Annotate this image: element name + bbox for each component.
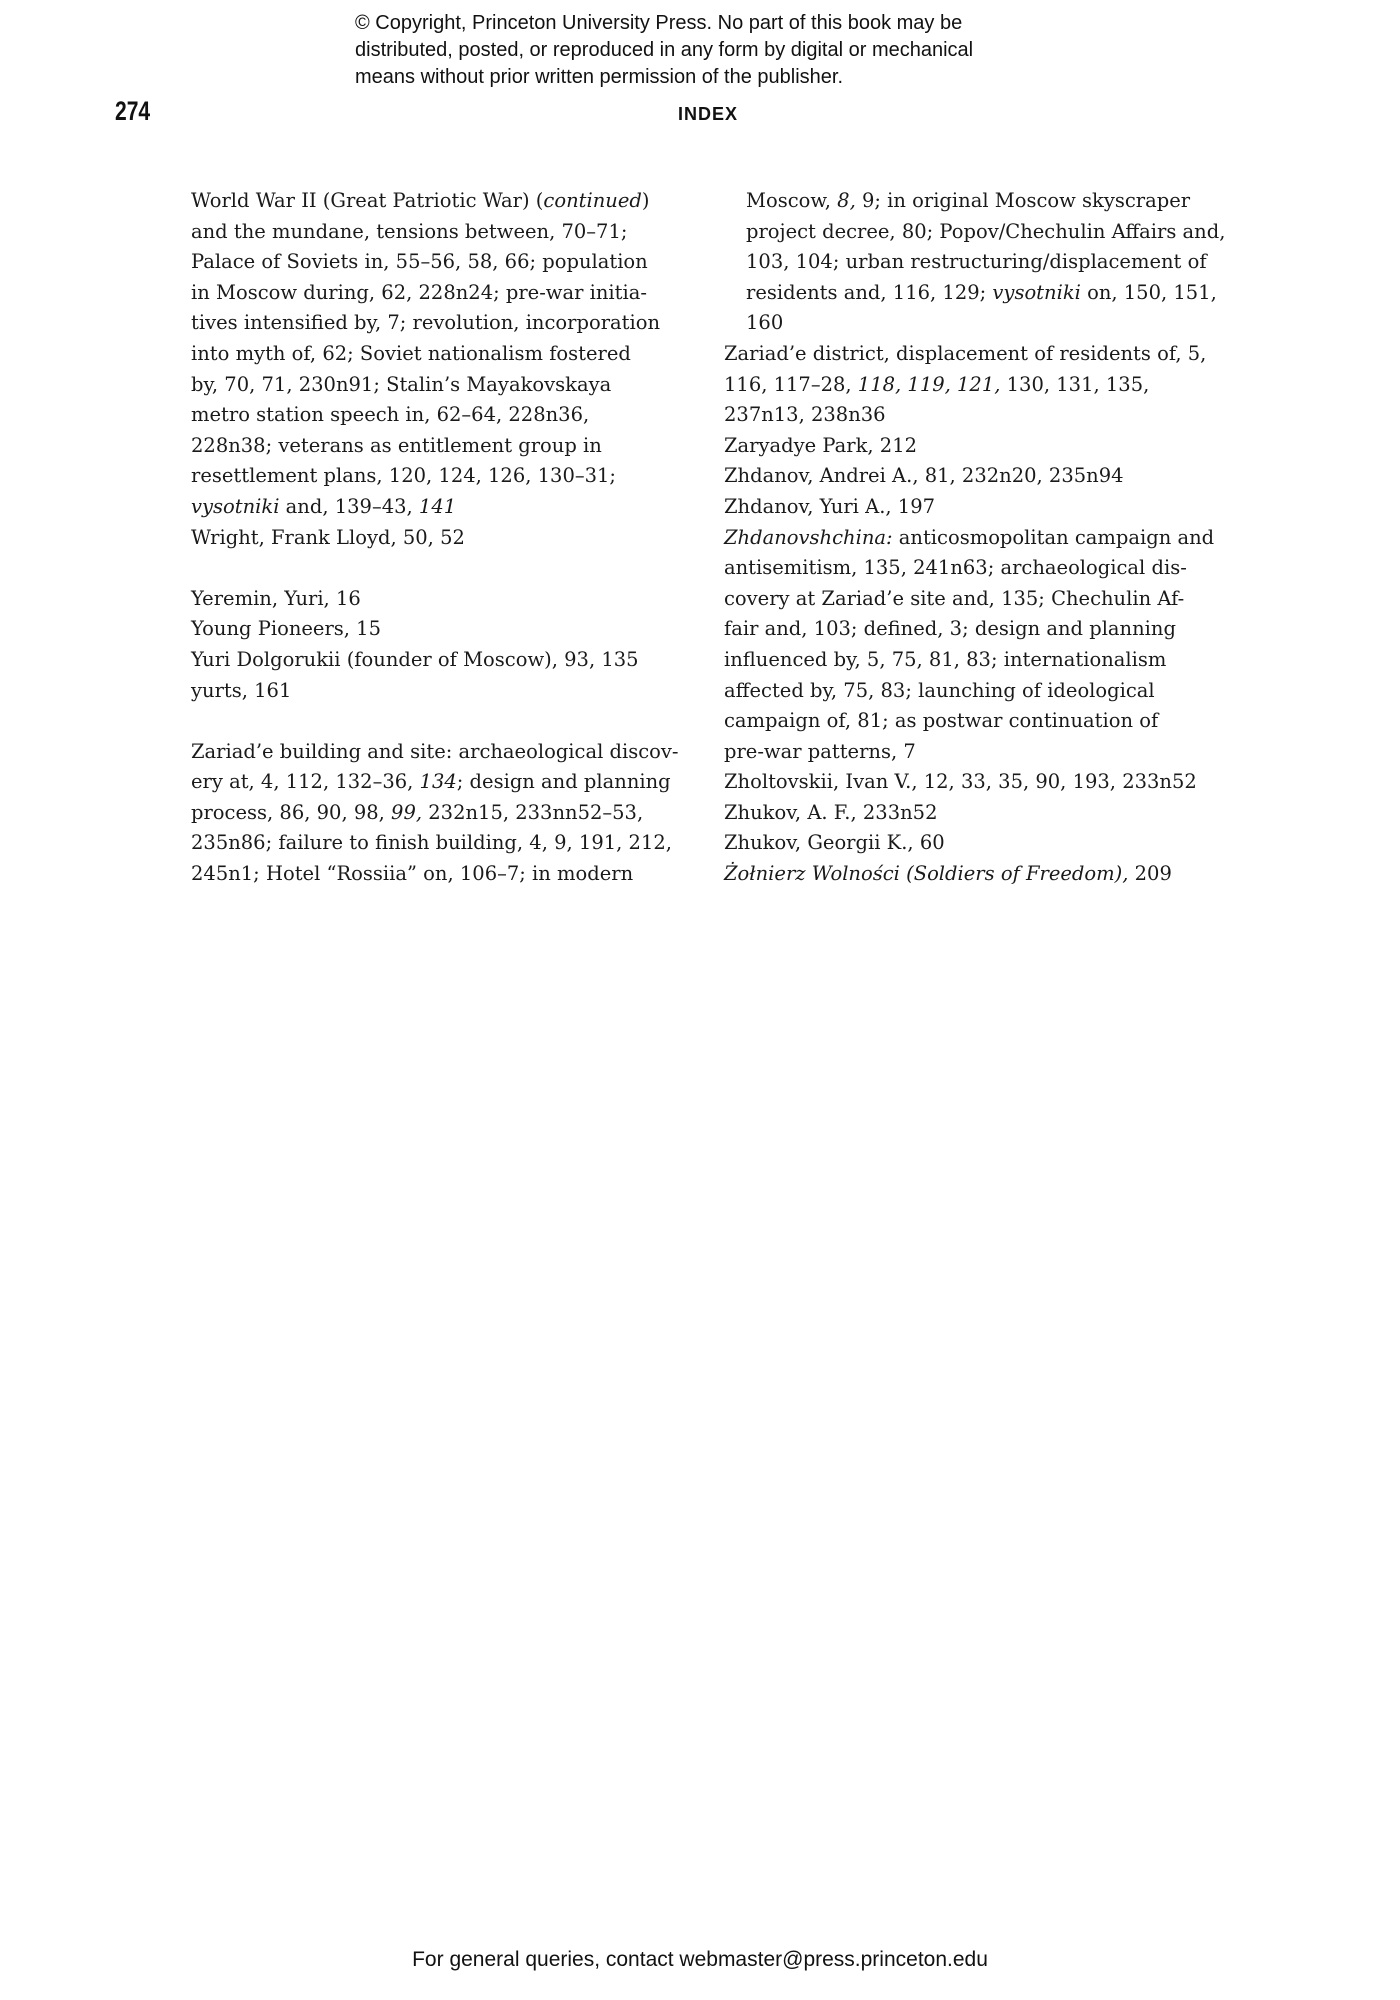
index-entry-zariad-building-continued: Moscow, 8, 9; in original Moscow skyscraper project decree, 80; Popov/Chechulin Affairs and, 103, 104; urban restructuring/displacement of residents and, 116, 129; vysotniki on, 150, 151, 160: [746, 189, 1226, 335]
letter-gap: [191, 553, 706, 584]
copyright-line: © Copyright, Princeton University Press. No part of this book may be: [355, 12, 963, 34]
copyright-line: means without prior written permission of the publisher.: [355, 66, 844, 88]
index-entry-yuri-dolgorukii: Yuri Dolgorukii (founder of Moscow), 93, 135: [191, 647, 639, 671]
footer-contact: For general queries, contact webmaster@press.princeton.edu: [412, 1948, 988, 1971]
index-column-right: [724, 186, 1244, 890]
index-entry-zhukov-af: Zhukov, A. F., 233n52: [724, 800, 938, 824]
copyright-line: distributed, posted, or reproduced in any form by digital or mechanical: [355, 39, 974, 61]
index-entry-zariad-building: Zariad’e building and site: archaeological discov- ery at, 4, 112, 132–36, 134; design and planning process, 86, 90, 98, 99, 232n15, 233nn52–53, 235n86; failure to finish building, 4, 9, 191, 212, 245n1; Hotel “Rossiia” on, 106–7; in modern: [191, 739, 679, 886]
index-entry-yurts: yurts, 161: [191, 678, 292, 702]
letter-gap: [191, 706, 706, 737]
index-column-left: [191, 186, 706, 890]
index-entry-zolnierz-wolnosci: Żołnierz Wolności (Soldiers of Freedom), 209: [724, 862, 1172, 886]
index-entry-zhdanov-yuri: Zhdanov, Yuri A., 197: [724, 494, 936, 518]
index-entry-wright: Wright, Frank Lloyd, 50, 52: [191, 525, 465, 549]
index-entry-yeremin: Yeremin, Yuri, 16: [191, 586, 361, 610]
copyright-notice: [355, 10, 1115, 91]
index-entry-zhukov-georgii: Zhukov, Georgii K., 60: [724, 831, 945, 855]
index-entry-world-war-ii: World War II (Great Patriotic War) (continued) and the mundane, tensions between, 70–71; Palace of Soviets in, 55–56, 58, 66; population in Moscow during, 62, 228n24; pre-war initia- tives intensified by, 7; revolution, incorporation into myth of, 62; Soviet nationalism fostered by, 70, 71, 230n91; Stalin’s Mayakovskaya metro station speech in, 62–64, 228n36, 228n38; veterans as entitlement group in resettlement plans, 120, 124, 126, 130–31; vysotniki and, 139–43, 141: [191, 189, 661, 518]
index-entry-zaryadye-park: Zaryadye Park, 212: [724, 433, 918, 457]
page-number: 274: [115, 96, 151, 126]
index-entry-young-pioneers: Young Pioneers, 15: [191, 617, 381, 641]
running-head: INDEX: [677, 104, 738, 124]
index-entry-zhdanovshchina: Zhdanovshchina: anticosmopolitan campaign and antisemitism, 135, 241n63; archaeological dis- covery at Zariad’e site and, 135; Chechulin Af- fair and, 103; defined, 3; design and planning influenced by, 5, 75, 81, 83; internationalism affected by, 75, 83; launching of ideological campaign of, 81; as postwar continuation of pre-war patterns, 7: [724, 525, 1215, 763]
index-entry-zhdanov-andrei: Zhdanov, Andrei A., 81, 232n20, 235n94: [724, 464, 1124, 488]
index-entry-zariad-district: Zariad’e district, displacement of residents of, 5, 116, 117–28, 118, 119, 121, 130, 131, 135, 237n13, 238n36: [724, 341, 1207, 427]
index-entry-zholtovskii: Zholtovskii, Ivan V., 12, 33, 35, 90, 193, 233n52: [724, 770, 1197, 794]
